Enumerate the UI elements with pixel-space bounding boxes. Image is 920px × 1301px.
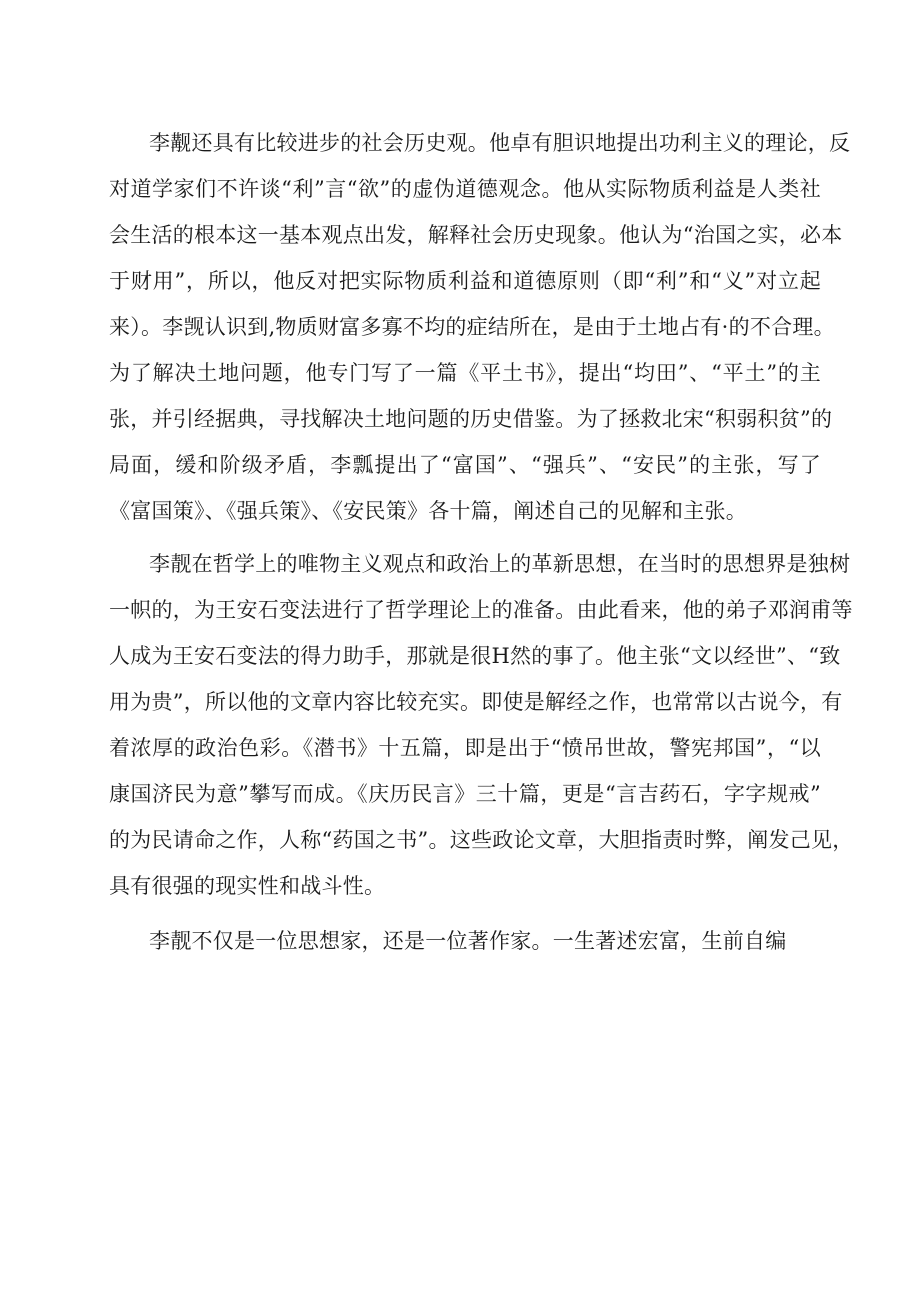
text-line: 《富国策》、《强兵策》、《安民策》各十篇，阐述自己的见解和主张。 [109,499,747,523]
text-line: 一帜的，为王安石变法进行了哲学理论上的准备。由此看来，他的弟子邓润甫等 [109,598,853,622]
text-line: 为了解决土地问题，他专门写了一篇《平土书》，提出“均田”、“平土”的主 [109,361,821,385]
text-line: 李靓在哲学上的唯物主义观点和政治上的革新思想，在当时的思想界是独树 [149,552,851,576]
text-line: 人成为王安石变法的得力助手，那就是很H然的事了。他主张“文以经世”、“致 [109,644,841,668]
text-line: 李觏还具有比较进步的社会历史观。他卓有胆识地提出功利主义的理论，反 [149,131,851,155]
paragraph-3 [109,918,821,964]
text-line: 康国济民为意”攀写而成。《庆历民言》三十篇，更是“言吉药石，字字规戒” [109,782,821,806]
text-line: 用为贵”，所以他的文章内容比较充实。即使是解经之作，也常常以古说今，有 [109,690,843,714]
text-line: 于财用”，所以，他反对把实际物质利益和道德原则（即“利”和“义”对立起 [109,269,821,293]
text-line: 着浓厚的政治色彩。《潜书》十五篇，即是出于“愤吊世故，警宪邦国”，“以 [109,736,821,760]
text-line: 的为民请命之作，人称“药国之书”。这些政论文章，大胆指责时弊，阐发己见， [109,828,854,852]
text-line: 局面，缓和阶级矛盾，李瓢提出了“富国”、“强兵”、“安民”的主张，写了 [109,453,821,477]
paragraph-1 [109,120,851,534]
text-line: 对道学家们不许谈“利”言“欲”的虚伪道德观念。他从实际物质利益是人类社 [109,177,821,201]
text-line: 李靓不仅是一位思想家，还是一位著作家。一生著述宏富，生前自编 [149,929,787,953]
text-line: 张，并引经据典，寻找解决土地问题的历史借鉴。为了拯救北宋“积弱积贫”的 [109,407,833,431]
paragraph-2 [109,541,854,909]
text-line: 会生活的根本这一基本观点出发，解释社会历史现象。他认为“治国之实，必本 [109,223,843,247]
text-line: 具有很强的现实性和战斗性。 [109,874,386,898]
text-line: 来）。李觊认识到,物质财富多寡不均的症结所在，是由于土地占有·的不合理。 [109,315,835,339]
